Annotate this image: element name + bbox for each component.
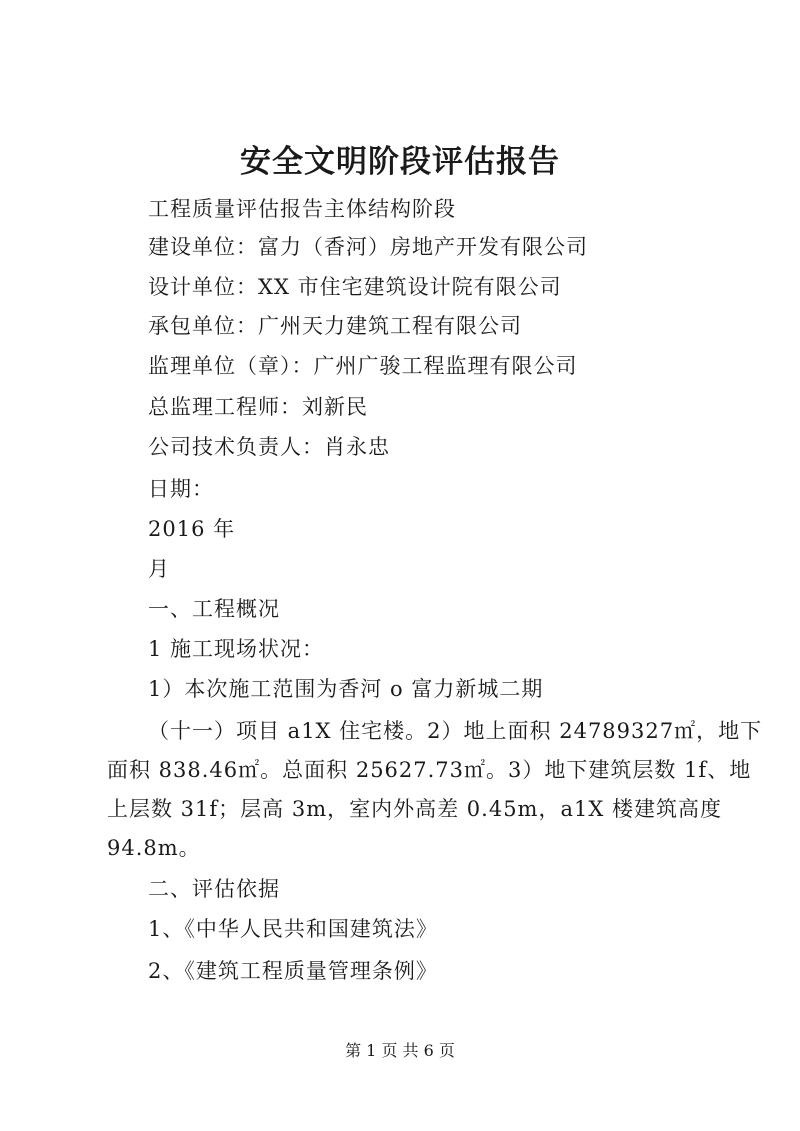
section-heading-overview: 一、工程概况 xyxy=(148,597,280,621)
scope-line: 1）本次施工范围为香河 o 富力新城二期 xyxy=(148,677,544,701)
owner-unit-line: 建设单位：富力（香河）房地产开发有限公司 xyxy=(148,235,588,259)
paragraph-line: 上层数 31f；层高 3m，室内外高差 0.45m，a1X 楼建筑高度 xyxy=(107,797,722,821)
basis-item: 1、《中华人民共和国建筑法》 xyxy=(148,917,438,941)
page-number-footer: 第 1 页 共 6 页 xyxy=(345,1041,455,1060)
basis-item: 2、《建筑工程质量管理条例》 xyxy=(148,959,438,983)
site-status-heading: 1 施工现场状况： xyxy=(148,637,325,661)
paragraph-line: 面积 838.46㎡。总面积 25627.73㎡。3）地下建筑层数 1f、地 xyxy=(107,758,752,782)
contractor-unit-line: 承包单位：广州天力建筑工程有限公司 xyxy=(148,314,522,338)
section-heading-basis: 二、评估依据 xyxy=(148,877,280,901)
paragraph-line: 94.8m。 xyxy=(107,836,201,860)
paragraph-line: （十一）项目 a1X 住宅楼。2）地上面积 24789327㎡，地下 xyxy=(148,719,763,743)
document-title: 安全文明阶段评估报告 xyxy=(240,144,560,180)
date-label-line: 日期： xyxy=(148,477,214,501)
chief-supervisor-line: 总监理工程师：刘新民 xyxy=(148,395,368,419)
subtitle-line: 工程质量评估报告主体结构阶段 xyxy=(148,197,456,221)
month-line: 月 xyxy=(148,557,170,581)
project-description-paragraph xyxy=(107,712,763,868)
supervision-unit-line: 监理单位（章）：广州广骏工程监理有限公司 xyxy=(148,354,578,378)
year-line: 2016 年 xyxy=(148,517,236,541)
technical-lead-line: 公司技术负责人：肖永忠 xyxy=(148,435,390,459)
design-unit-line: 设计单位：XX 市住宅建筑设计院有限公司 xyxy=(148,275,562,299)
